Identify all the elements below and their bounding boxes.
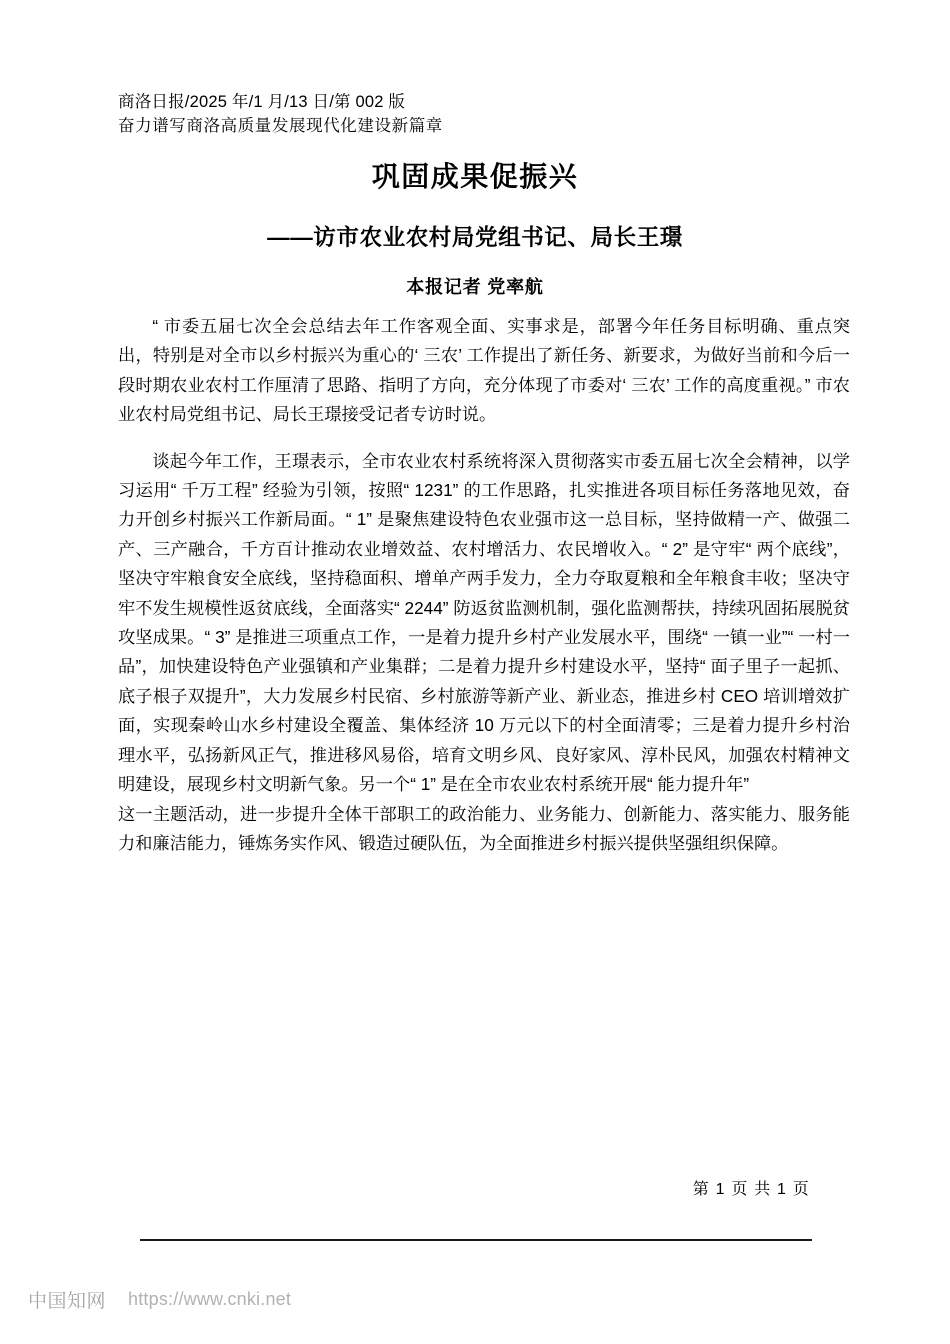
cnki-url-text: https://www.cnki.net [128, 1289, 292, 1309]
masthead-column-line: 奋力谱写商洛高质量发展现代化建设新篇章 [118, 117, 443, 135]
article-subtitle: ——访市农业农村局党组书记、局长王璟 [267, 225, 683, 250]
cnki-watermark [28, 1286, 291, 1313]
page-title: 巩固成果促振兴 [371, 161, 579, 192]
article-paragraph: 这一主题活动，进一步提升全体干部职工的政治能力、业务能力、创新能力、落实能力、服务能力和廉洁能力，锤炼务实作风、锻造过硬队伍，为全面推进乡村振兴提供坚强组织保障。 [118, 803, 850, 853]
cnki-logo-text: 中国知网 [28, 1291, 107, 1312]
masthead-source-line: 商洛日报/2025 年/1 月/13 日/第 002 版 [118, 93, 406, 111]
article-paragraph: 谈起今年工作，王璟表示，全市农业农村系统将深入贯彻落实市委五届七次全会精神，以学习运用“ 千万工程” 经验为引领，按照“ 1231” 的工作思路，扎实推进各项目标任务落地见效，奋力开创乡村振兴工作新局面。“ 1” 是聚焦建设特色农业强市这一总目标，坚持做精一产、做强二产、三产融合，千方百计推动农业增效益、农村增活力、农民增收入。“ 2” 是守牢“ 两个底线”，坚决守牢粮食安全底线，坚持稳面积、增单产两手发力，全力夺取夏粮和全年粮食丰收；坚决守牢不发生规模性返贫底线，全面落实“ 2244” 防返贫监测机制，强化监测帮扶，持续巩固拓展脱贫攻坚成果。“ 3” 是推进三项重点工作，一是着力提升乡村产业发展水平，围绕“ 一镇一业”“ 一村一品”，加快建设特色产业强镇和产业集群；二是着力提升乡村建设水平，坚持“ 面子里子一起抓、底子根子双提升”，大力发展乡村民宿、乡村旅游等新产业、新业态，推进乡村 CEO 培训增效扩面，实现秦岭山水乡村建设全覆盖、集体经济 10 万元以下的村全面清零；三是着力提升乡村治理水平，弘扬新风正气，推进移风易俗，培育文明乡风、良好家风、淳朴民风，加强农村精神文明建设，展现乡村文明新气象。另一个“ 1” 是在全市农业农村系统开展“ 能力提升年” [118, 450, 850, 795]
masthead [118, 90, 848, 138]
page-number: 第 1 页 共 1 页 [692, 1181, 810, 1198]
article-paragraph: “ 市委五届七次全会总结去年工作客观全面、实事求是，部署今年任务目标明确、重点突出，特别是对全市以乡村振兴为重心的‘ 三农’ 工作提出了新任务、新要求，为做好当前和今后一段时期农业农村工作厘清了思路、指明了方向，充分体现了市委对‘ 三农’ 工作的高度重视。” 市农业农村局党组书记、局长王璟接受记者专访时说。 [118, 316, 850, 425]
title-block [0, 158, 950, 300]
footer-divider [140, 1239, 812, 1241]
article-byline: 本报记者 党率航 [406, 277, 544, 297]
article-body [118, 312, 850, 858]
